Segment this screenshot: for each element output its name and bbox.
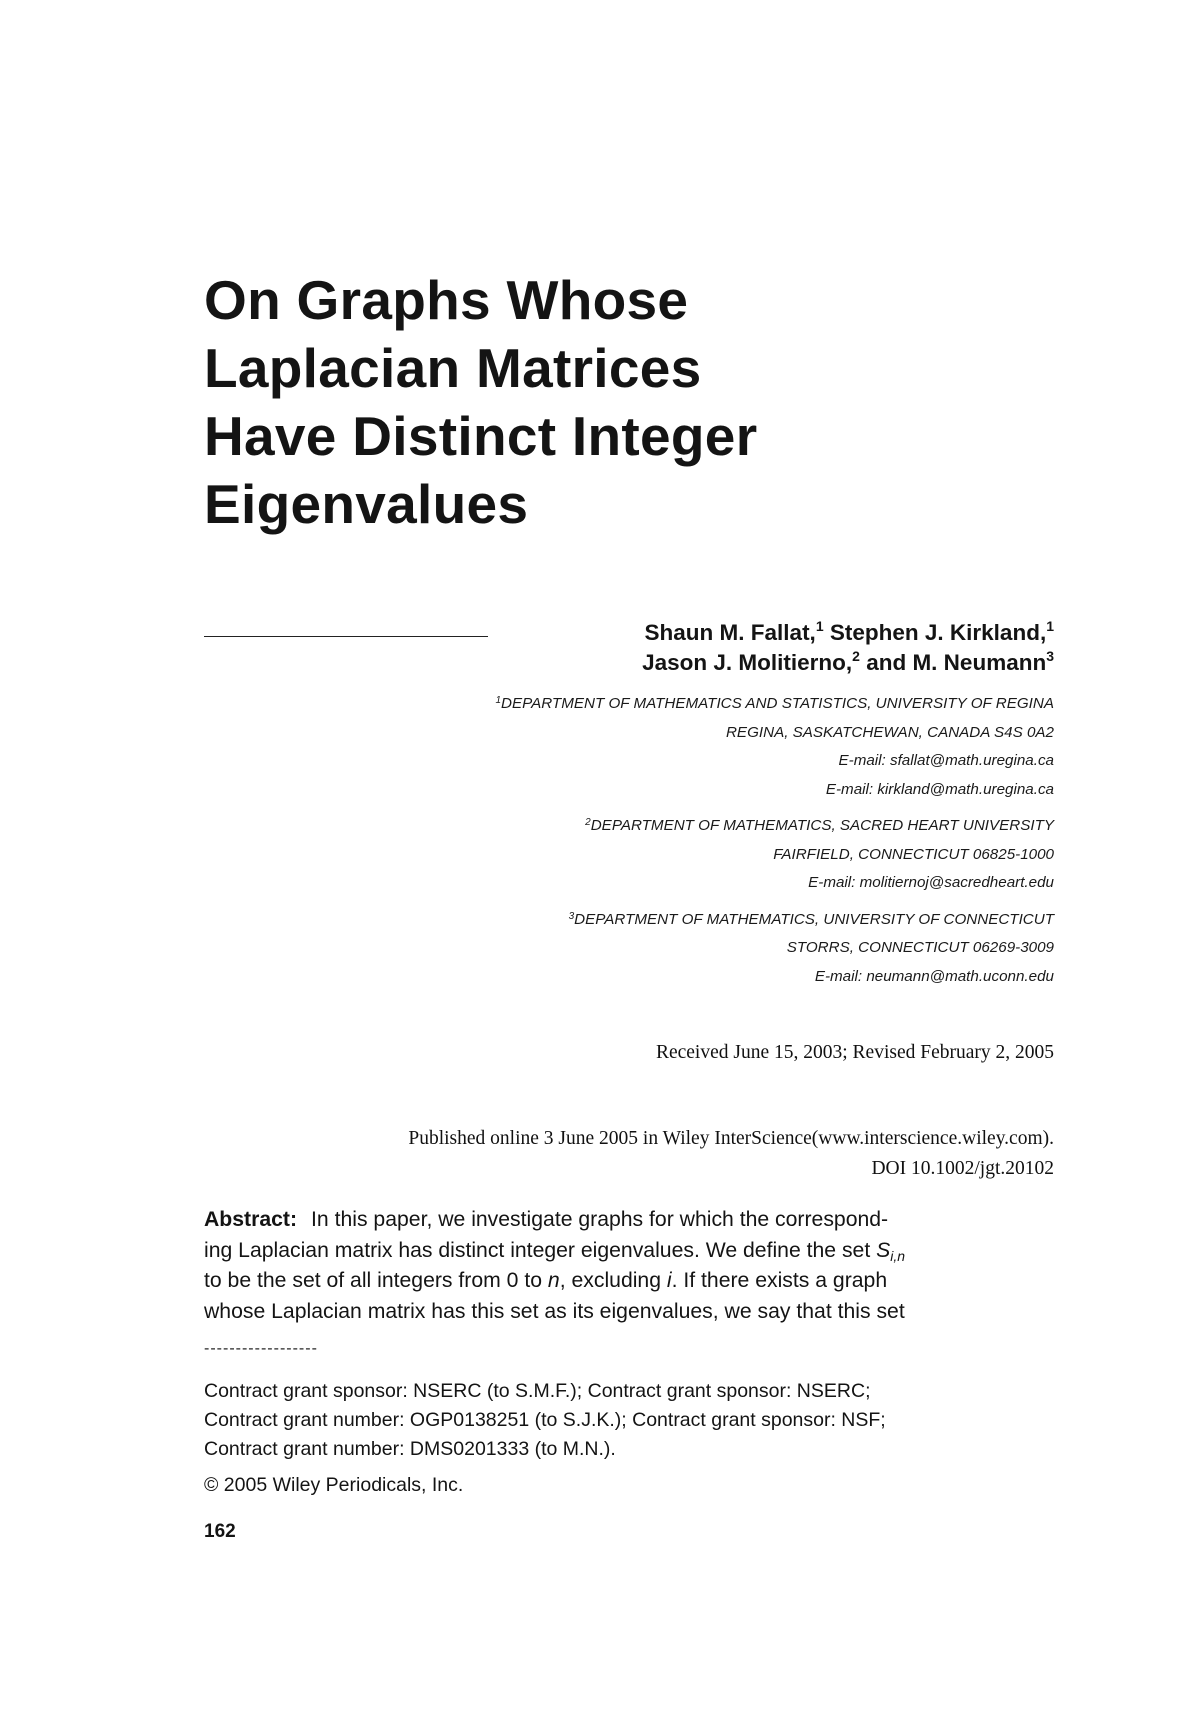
abstract-text: , excluding <box>559 1269 667 1292</box>
affiliation-address: STORRS, CONNECTICUT 06269-3009 <box>786 939 1054 956</box>
abstract-line: whose Laplacian matrix has this set as its eigenvalues, we say that this set <box>204 1299 905 1323</box>
author-name: Stephen J. Kirkland, <box>829 620 1047 645</box>
title-line: Have Distinct Integer <box>204 405 758 467</box>
title-line: Eigenvalues <box>204 473 529 535</box>
abstract-line <box>204 1236 1054 1267</box>
affiliation-address: FAIRFIELD, CONNECTICUT 06825-1000 <box>773 845 1054 863</box>
author-name: Shaun M. Fallat, <box>644 620 816 645</box>
page-number: 162 <box>204 1521 236 1542</box>
affiliation-mark: 1 <box>495 695 501 706</box>
doi: DOI 10.1002/jgt.20102 <box>871 1158 1054 1179</box>
affiliation-1 <box>294 690 1054 804</box>
article-title <box>204 266 1004 538</box>
received-dates: Received June 15, 2003; Revised February 2, 2005 <box>655 1042 1054 1063</box>
author-affiliation-mark: 1 <box>815 618 824 634</box>
title-line: Laplacian Matrices <box>204 337 702 399</box>
footnote-line: Contract grant number: DMS0201333 (to M.N.). <box>204 1438 616 1460</box>
affiliation-email: E-mail: neumann@math.uconn.edu <box>814 967 1054 985</box>
affiliation-mark: 3 <box>568 910 575 922</box>
copyright-notice: © 2005 Wiley Periodicals, Inc. <box>204 1474 464 1496</box>
affiliation-department <box>294 690 1054 719</box>
abstract-line <box>204 1266 1054 1297</box>
abstract-text: In this paper, we investigate graphs for which the correspond- <box>311 1208 889 1231</box>
affiliation-email: E-mail: molitiernoj@sacredheart.edu <box>808 874 1054 891</box>
author-line-1 <box>434 618 1054 648</box>
affiliation-2 <box>294 812 1054 898</box>
affiliation-3 <box>294 906 1054 992</box>
abstract-line <box>204 1205 1054 1236</box>
author-line-2 <box>434 648 1054 678</box>
affiliation-department <box>294 812 1054 841</box>
publication-info <box>154 1124 1054 1184</box>
author-affiliation-mark: 1 <box>1046 618 1054 634</box>
title-line: On Graphs Whose <box>204 269 689 331</box>
set-symbol: S <box>876 1238 891 1262</box>
footnote-separator: ------------------ <box>204 1340 318 1357</box>
author-affiliation-mark: 2 <box>852 648 860 664</box>
abstract <box>204 1205 1054 1327</box>
footnote-line: Contract grant sponsor: NSERC (to S.M.F.); Contract grant sponsor: NSERC; <box>204 1380 871 1402</box>
affiliation-email: E-mail: kirkland@math.uregina.ca <box>825 780 1054 798</box>
affiliation-address: REGINA, SASKATCHEWAN, CANADA S4S 0A2 <box>725 723 1054 741</box>
abstract-label: Abstract: <box>204 1208 298 1231</box>
affiliation-text: DEPARTMENT OF MATHEMATICS, SACRED HEART UNIVERSITY <box>590 817 1054 834</box>
footnote-line: Contract grant number: OGP0138251 (to S.J.K.); Contract grant sponsor: NSF; <box>204 1409 886 1431</box>
author-name: and M. Neumann <box>866 650 1047 675</box>
affiliation-email: E-mail: sfallat@math.uregina.ca <box>838 752 1054 769</box>
affiliation-text: DEPARTMENT OF MATHEMATICS AND STATISTICS, UNIVERSITY OF REGINA <box>501 695 1054 712</box>
affiliations <box>294 690 1054 999</box>
published-online: Published online 3 June 2005 in Wiley InterScience(www.interscience.wiley.com). <box>408 1128 1054 1149</box>
author-name: Jason J. Molitierno, <box>642 650 853 675</box>
affiliation-department <box>294 906 1054 935</box>
affiliation-text: DEPARTMENT OF MATHEMATICS, UNIVERSITY OF CONNECTICUT <box>574 910 1054 928</box>
abstract-text: ing Laplacian matrix has distinct integer eigenvalues. We define the set <box>204 1238 877 1262</box>
author-list <box>434 618 1054 678</box>
set-subscript: i,n <box>890 1247 906 1264</box>
affiliation-mark: 2 <box>585 817 591 828</box>
funding-footnote <box>204 1377 1064 1464</box>
abstract-text: . If there exists a graph <box>671 1269 888 1292</box>
abstract-text: to be the set of all integers from 0 to <box>204 1269 548 1292</box>
i-symbol: i <box>666 1269 672 1292</box>
n-symbol: n <box>547 1269 560 1292</box>
author-affiliation-mark: 3 <box>1046 648 1054 664</box>
